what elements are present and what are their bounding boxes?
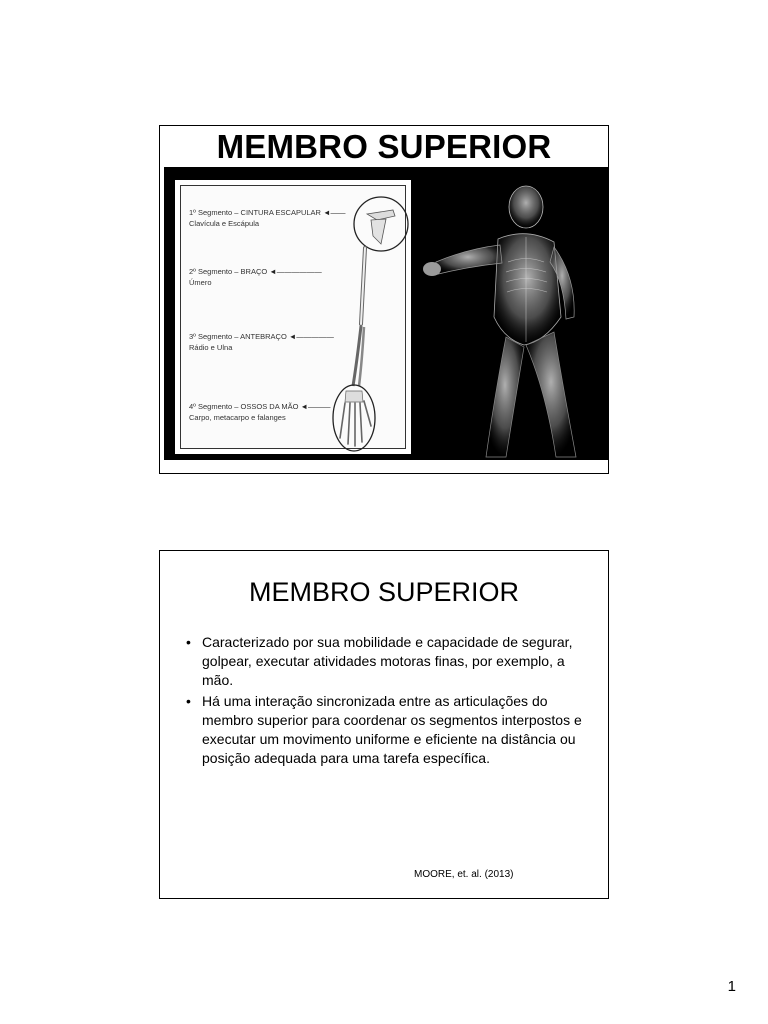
bullet-item: • Caracterizado por sua mobilidade e capacidade de segurar, golpear, executar atividades motoras finas, por exemplo, a mão. [182,633,592,690]
slide-1 [159,125,609,474]
segment-3-detail: Rádio e Ulna [189,343,233,352]
skeleton-arm-icon [181,186,411,454]
bullet-list [182,633,592,770]
segment-2-label: 2º Segmento – BRAÇO [189,267,268,276]
slide-2-title: MEMBRO SUPERIOR [248,577,520,607]
arrow-left-icon: ◄—————— [269,267,322,276]
slide-1-title: MEMBRO SUPERIOR [216,128,552,165]
xray-body-figure-icon [416,167,609,460]
citation: MOORE, et. al. (2013) [414,869,514,880]
segment-4-label: 4º Segmento – OSSOS DA MÃO [189,402,299,411]
page-number: 1 [727,978,736,995]
segment-1-label: 1º Segmento – CINTURA ESCAPULAR [189,208,321,217]
bullet-item: • Há uma interação sincronizada entre as articulações do membro superior para coordenar os segmentos interpostos e executar um movimento uniforme e eficiente na distância ou posição adequada para uma tarefa específica. [182,692,592,768]
segment-4-detail: Carpo, metacarpo e falanges [189,413,286,422]
arrow-left-icon: ◄————— [288,332,334,341]
segment-3-label: 3º Segmento – ANTEBRAÇO [189,332,287,341]
arrow-left-icon: ◄——— [300,402,331,411]
segment-2-detail: Úmero [189,278,212,287]
skeleton-segments-diagram [172,177,414,457]
arrow-left-icon: ◄—— [323,208,346,217]
segment-1-detail: Clavícula e Escápula [189,219,260,228]
slide-2 [159,550,609,899]
